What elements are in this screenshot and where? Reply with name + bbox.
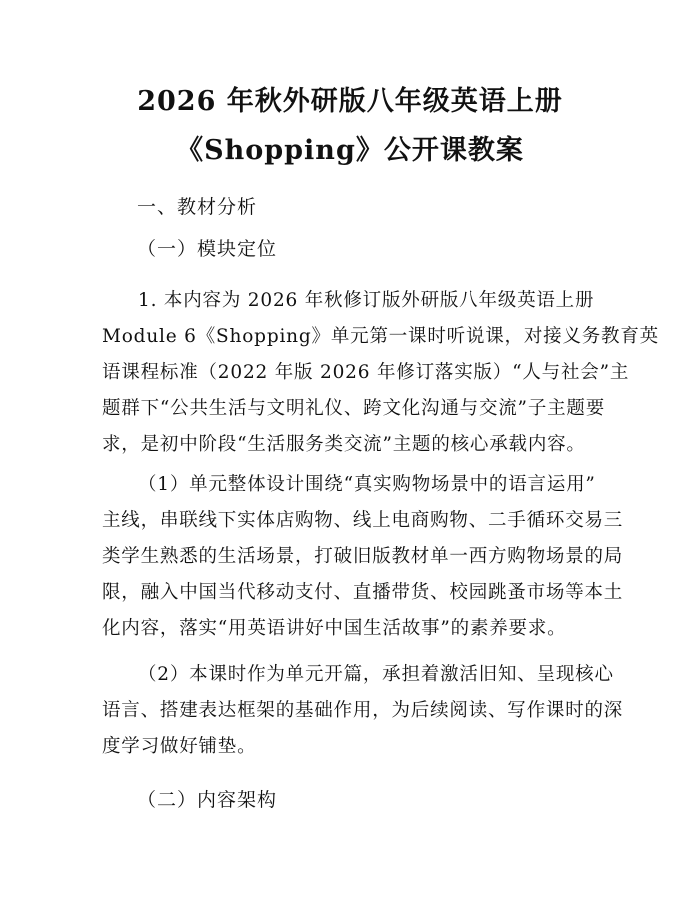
section-heading-textbook-analysis: 一、教材分析	[137, 196, 258, 218]
subsection-heading-module-positioning: （一）模块定位	[137, 238, 278, 260]
paragraph-line: Module 6《Shopping》单元第一课时听说课，对接义务教育英	[102, 326, 659, 347]
paragraph-line: 化内容，落实“用英语讲好中国生活故事”的素养要求。	[102, 618, 567, 639]
paragraph-lesson-role	[102, 657, 624, 765]
paragraph-line: 题群下“公共生活与文明礼仪、跨文化沟通与交流”子主题要	[102, 398, 606, 419]
document-title-line-1: 2026 年秋外研版八年级英语上册	[137, 86, 563, 117]
paragraph-line: 度学习做好铺垫。	[102, 736, 257, 757]
paragraph-line: （1）单元整体设计围绕“真实购物场景中的语言运用”	[138, 474, 596, 495]
paragraph-line: 语言、搭建表达框架的基础作用，为后续阅读、写作课时的深	[102, 700, 624, 721]
paragraph-line: 类学生熟悉的生活场景，打破旧版教材单一西方购物场景的局	[102, 546, 624, 567]
paragraph-line: 语课程标准（2022 年版 2026 年修订落实版）“人与社会”主	[102, 362, 630, 383]
subsection-heading-content-structure: （二）内容架构	[137, 789, 278, 811]
paragraph-line: 限，融入中国当代移动支付、直播带货、校园跳蚤市场等本土	[102, 582, 624, 603]
paragraph-unit-design	[102, 467, 624, 647]
paragraph-line: 求，是初中阶段“生活服务类交流”主题的核心承载内容。	[102, 434, 586, 455]
paragraph-line: 1. 本内容为 2026 年秋修订版外研版八年级英语上册	[138, 290, 595, 311]
paragraph-line: 主线，串联线下实体店购物、线上电商购物、二手循环交易三	[102, 510, 624, 531]
paragraph-module-intro	[102, 283, 659, 463]
document-title-line-2: 《Shopping》公开课教案	[176, 135, 524, 166]
paragraph-line: （2）本课时作为单元开篇，承担着激活旧知、呈现核心	[138, 664, 614, 685]
